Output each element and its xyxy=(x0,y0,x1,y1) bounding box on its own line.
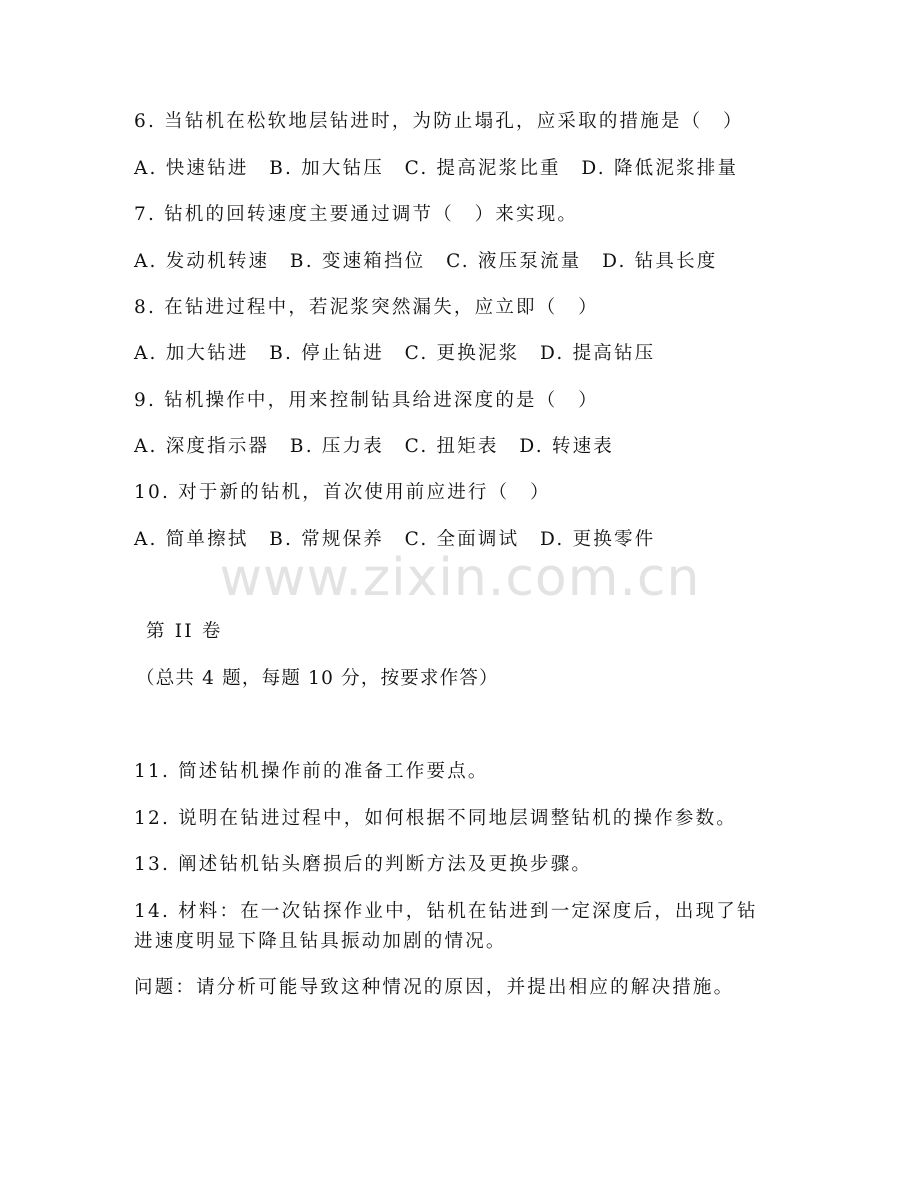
question-7-stem: 7. 钻机的回转速度主要通过调节（ ）来实现。 xyxy=(134,204,579,225)
question-7-options: A. 发动机转速 B. 变速箱挡位 C. 液压泵流量 D. 钻具长度 xyxy=(134,251,718,272)
question-11: 11. 简述钻机操作前的准备工作要点。 xyxy=(134,761,489,782)
question-6-options: A. 快速钻进 B. 加大钻压 C. 提高泥浆比重 D. 降低泥浆排量 xyxy=(134,158,739,179)
question-6-stem: 6. 当钻机在松软地层钻进时，为防止塌孔，应采取的措施是（ ） xyxy=(134,111,744,132)
question-9-stem: 9. 钻机操作中，用来控制钻具给进深度的是（ ） xyxy=(134,390,599,411)
question-14-line2: 进速度明显下降且钻具振动加剧的情况。 xyxy=(134,931,507,952)
section-title: 第 II 卷 xyxy=(146,621,223,642)
question-10-options: A. 简单擦拭 B. 常规保养 C. 全面调试 D. 更换零件 xyxy=(134,529,656,550)
question-14-prompt: 问题：请分析可能导致这种情况的原因，并提出相应的解决措施。 xyxy=(134,977,735,998)
question-8-options: A. 加大钻进 B. 停止钻进 C. 更换泥浆 D. 提高钻压 xyxy=(134,343,656,364)
question-13: 13. 阐述钻机钻头磨损后的判断方法及更换步骤。 xyxy=(134,854,593,875)
watermark: www.zixin.com.cn xyxy=(219,548,701,608)
question-12: 12. 说明在钻进过程中，如何根据不同地层调整钻机的操作参数。 xyxy=(134,808,738,829)
question-14-line1: 14. 材料：在一次钻探作业中，钻机在钻进到一定深度后，出现了钻 xyxy=(134,901,758,922)
question-9-options: A. 深度指示器 B. 压力表 C. 扭矩表 D. 转速表 xyxy=(134,436,614,457)
question-10-stem: 10. 对于新的钻机，首次使用前应进行（ ） xyxy=(134,482,551,503)
question-8-stem: 8. 在钻进过程中，若泥浆突然漏失，应立即（ ） xyxy=(134,297,599,318)
section-instructions: （总共 4 题，每题 10 分，按要求作答） xyxy=(136,668,499,689)
